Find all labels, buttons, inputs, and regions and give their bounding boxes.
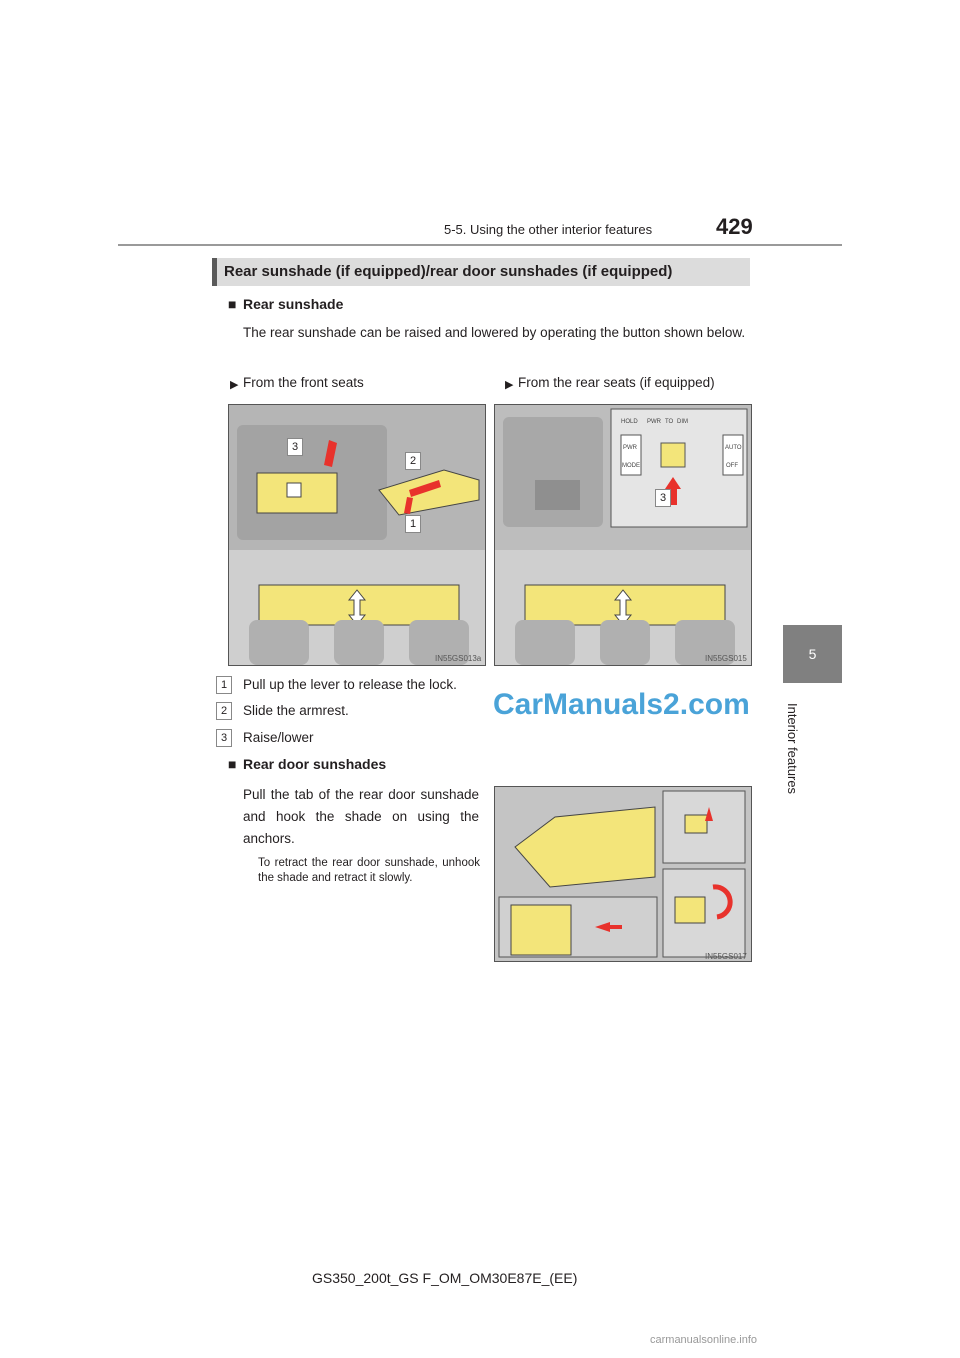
panel-label-mode: MODE bbox=[622, 463, 640, 469]
panel-label-off: OFF bbox=[726, 463, 738, 469]
rear-door-illustration bbox=[494, 786, 752, 962]
rear-sunshade-heading: Rear sunshade bbox=[243, 296, 344, 312]
panel-label-hold: HOLD bbox=[621, 419, 638, 425]
image-code-right: IN55GS015 bbox=[705, 654, 747, 663]
panel-label-dim: DIM bbox=[677, 419, 688, 425]
square-bullet-icon: ■ bbox=[228, 756, 237, 772]
chapter-tab[interactable]: 5 bbox=[783, 625, 842, 683]
step-number: 2 bbox=[216, 702, 232, 720]
panel-label-pwr: PWR bbox=[623, 445, 637, 451]
callout-1: 1 bbox=[405, 515, 421, 533]
panel-label-auto: AUTO bbox=[725, 445, 742, 451]
front-seats-illustration bbox=[228, 404, 486, 666]
section-title: Rear sunshade (if equipped)/rear door sunshades (if equipped) bbox=[224, 263, 673, 280]
callout-3: 3 bbox=[287, 438, 303, 456]
square-bullet-icon: ■ bbox=[228, 296, 237, 312]
step-text: Slide the armrest. bbox=[243, 703, 349, 718]
callout-2: 2 bbox=[405, 452, 421, 470]
step-number: 1 bbox=[216, 676, 232, 694]
step-number: 3 bbox=[216, 729, 232, 747]
page-number: 429 bbox=[716, 214, 753, 239]
footer-code: GS350_200t_GS F_OM_OM30E87E_(EE) bbox=[312, 1270, 578, 1286]
panel-label-to: TO bbox=[665, 419, 674, 425]
triangle-bullet-icon: ▶ bbox=[230, 379, 239, 391]
image-code-door: IN55GS017 bbox=[705, 952, 747, 961]
rear-door-note: To retract the rear door sunshade, unhook the shade and retract it slowly. bbox=[258, 857, 480, 884]
panel-label-pwr-top: PWR bbox=[647, 419, 661, 425]
step-text: Pull up the lever to release the lock. bbox=[243, 677, 457, 692]
watermark-bottom: carmanualsonline.info bbox=[650, 1334, 758, 1346]
image-code-left: IN55GS013a bbox=[435, 654, 482, 663]
header-rule bbox=[118, 244, 842, 246]
chapter-label: Interior features bbox=[785, 703, 800, 795]
callout-3-rear: 3 bbox=[655, 489, 671, 507]
watermark: CarManuals2.com bbox=[493, 688, 750, 721]
rear-door-heading: Rear door sunshades bbox=[243, 756, 387, 772]
header-section: 5-5. Using the other interior features bbox=[444, 222, 653, 237]
rear-seats-illustration bbox=[494, 404, 752, 666]
triangle-bullet-icon: ▶ bbox=[505, 379, 514, 391]
rear-door-text: Pull the tab of the rear door sunshade and hook the shade on using the anchors. bbox=[243, 787, 479, 846]
step-text: Raise/lower bbox=[243, 730, 314, 745]
rear-sunshade-text: The rear sunshade can be raised and lowered by operating the button shown below. bbox=[243, 325, 746, 340]
rear-seats-caption: From the rear seats (if equipped) bbox=[518, 375, 715, 390]
front-seats-caption: From the front seats bbox=[243, 375, 364, 390]
